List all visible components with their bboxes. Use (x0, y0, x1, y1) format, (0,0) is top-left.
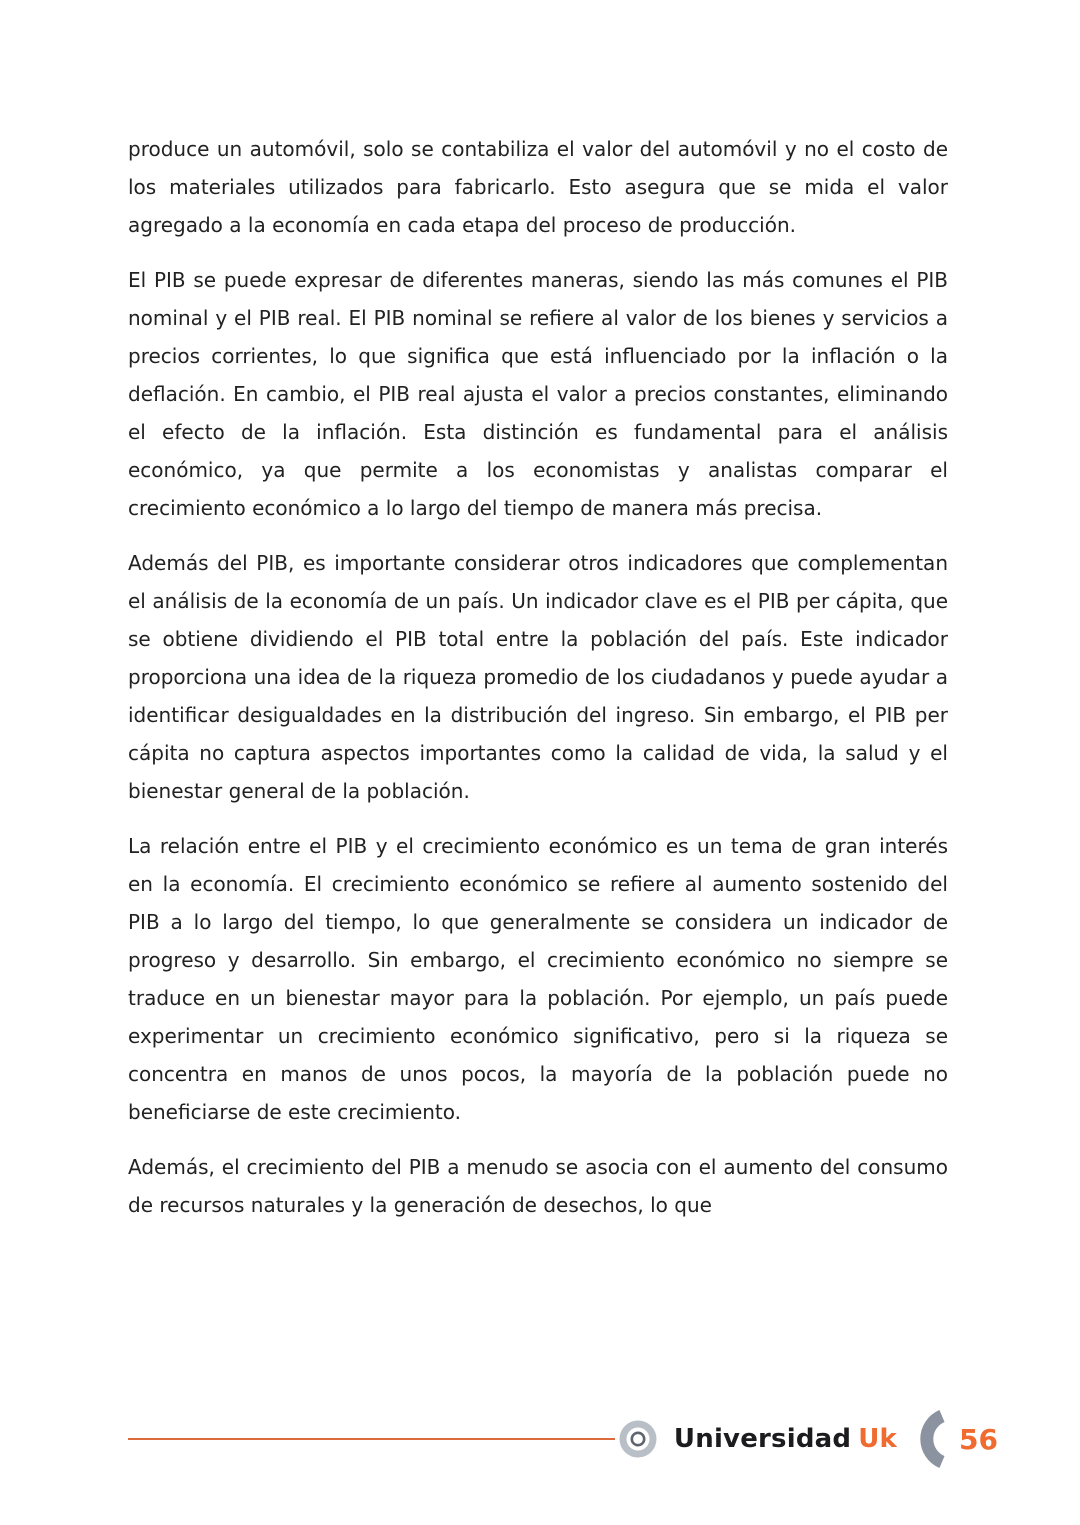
body-paragraph: produce un automóvil, solo se contabiliza el valor del automóvil y no el costo de los materiales utilizados para fabricarlo. Esto asegura que se mida el valor agregado a la economía en cada etapa del proceso de producción. (128, 137, 948, 237)
page-body-text (128, 130, 948, 1241)
page-number: 56 (959, 1422, 998, 1456)
body-paragraph: La relación entre el PIB y el crecimiento económico es un tema de gran interés en la economía. El crecimiento económico se refiere al aumento sostenido del PIB a lo largo del tiempo, lo que generalmente se considera un indicador de progreso y desarrollo. Sin embargo, el crecimiento económico no siempre se traduce en un bienestar mayor para la población. Por ejemplo, un país puede experimentar un crecimiento económico significativo, pero si la riqueza se concentra en manos de unos pocos, la mayoría de la población puede no beneficiarse de este crecimiento. (128, 834, 948, 1124)
brand-logo (674, 1424, 897, 1454)
body-paragraph: Además, el crecimiento del PIB a menudo se asocia con el aumento del consumo de recursos naturales y la generación de desechos, lo que (128, 1155, 948, 1217)
ring-bullseye-icon (619, 1420, 657, 1458)
footer-divider-line (128, 1438, 615, 1440)
crescent-arc-icon (915, 1408, 945, 1470)
body-paragraph: El PIB se puede expresar de diferentes maneras, siendo las más comunes el PIB nominal y el PIB real. El PIB nominal se refiere al valor de los bienes y servicios a precios corrientes, lo que significa que está influenciado por la inflación o la deflación. En cambio, el PIB real ajusta el valor a precios constantes, eliminando el efecto de la inflación. Esta distinción es fundamental para el análisis económico, ya que permite a los economistas y analistas comparar el crecimiento económico a lo largo del tiempo de manera más precisa. (128, 268, 948, 520)
body-paragraph: Además del PIB, es importante considerar otros indicadores que complementan el análisis de la economía de un país. Un indicador clave es el PIB per cápita, que se obtiene dividiendo el PIB total entre la población del país. Este indicador proporciona una idea de la riqueza promedio de los ciudadanos y puede ayudar a identificar desigualdades en la distribución del ingreso. Sin embargo, el PIB per cápita no captura aspectos importantes como la calidad de vida, la salud y el bienestar general de la población. (128, 551, 948, 803)
page-footer (128, 1410, 998, 1468)
brand-name-secondary: Uk (858, 1424, 898, 1454)
brand-name-primary: Universidad (673, 1424, 852, 1454)
